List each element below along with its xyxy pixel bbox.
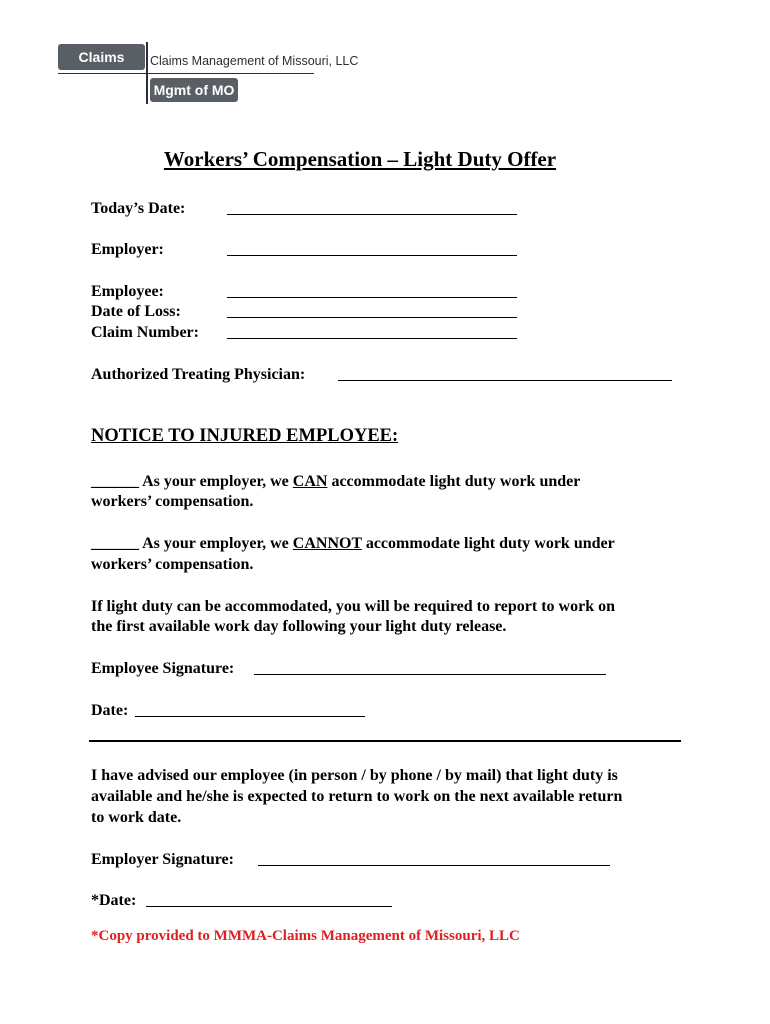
- requirement-line-2: the first available work day following your light duty release.: [91, 618, 507, 635]
- option-can-checkbox-blank[interactable]: ______: [91, 473, 139, 490]
- employee-date-blank[interactable]: [135, 716, 365, 717]
- employer-signature-blank[interactable]: [258, 865, 610, 866]
- advised-line-2: available and he/she is expected to return to work on the next available return: [91, 788, 623, 805]
- requirement-line-1: If light duty can be accommodated, you will be required to report to work on: [91, 598, 615, 615]
- employee-blank[interactable]: [227, 297, 517, 298]
- employer-blank[interactable]: [227, 255, 517, 256]
- employer-signature-label: Employer Signature:: [91, 851, 234, 868]
- logo-claims-badge: Claims: [58, 44, 145, 70]
- form-title: Workers’ Compensation – Light Duty Offer: [163, 147, 557, 171]
- option-can-text-post: accommodate light duty work under: [327, 473, 581, 490]
- notice-heading: NOTICE TO INJURED EMPLOYEE:: [91, 426, 399, 446]
- physician-label: Authorized Treating Physician:: [91, 366, 306, 383]
- advised-line-1: I have advised our employee (in person / by phone / by mail) that light duty is: [91, 767, 618, 784]
- todays-date-label: Today’s Date:: [91, 200, 186, 217]
- logo-mgmt-badge: Mgmt of MO: [150, 78, 238, 102]
- physician-blank[interactable]: [338, 380, 672, 381]
- option-can-text-pre: As your employer, we: [139, 473, 293, 490]
- copy-footnote: *Copy provided to MMMA-Claims Management of Missouri, LLC: [91, 928, 520, 944]
- option-cannot-text-post: accommodate light duty work under: [361, 535, 615, 552]
- option-can-line2: workers’ compensation.: [91, 493, 254, 510]
- employee-date-label: Date:: [91, 702, 129, 719]
- option-cannot-line1: [91, 534, 615, 554]
- claim-number-label: Claim Number:: [91, 324, 199, 341]
- option-can-line1: [91, 472, 580, 492]
- option-cannot-keyword: CANNOT: [292, 535, 362, 552]
- employer-date-label: *Date:: [91, 892, 137, 909]
- logo-company-name: Claims Management of Missouri, LLC: [150, 54, 359, 68]
- date-of-loss-label: Date of Loss:: [91, 303, 181, 320]
- option-cannot-checkbox-blank[interactable]: ______: [91, 535, 139, 552]
- todays-date-blank[interactable]: [227, 214, 517, 215]
- employer-date-blank[interactable]: [146, 906, 392, 907]
- date-of-loss-blank[interactable]: [227, 317, 517, 318]
- employee-label: Employee:: [91, 283, 164, 300]
- section-divider: [89, 740, 681, 742]
- option-cannot-line2: workers’ compensation.: [91, 556, 254, 573]
- employer-label: Employer:: [91, 241, 164, 258]
- option-cannot-text-pre: As your employer, we: [139, 535, 293, 552]
- option-can-keyword: CAN: [292, 473, 328, 490]
- claim-number-blank[interactable]: [227, 338, 517, 339]
- advised-line-3: to work date.: [91, 809, 182, 826]
- employee-signature-blank[interactable]: [254, 674, 606, 675]
- employee-signature-label: Employee Signature:: [91, 660, 235, 677]
- logo-divider-horizontal: [58, 73, 314, 74]
